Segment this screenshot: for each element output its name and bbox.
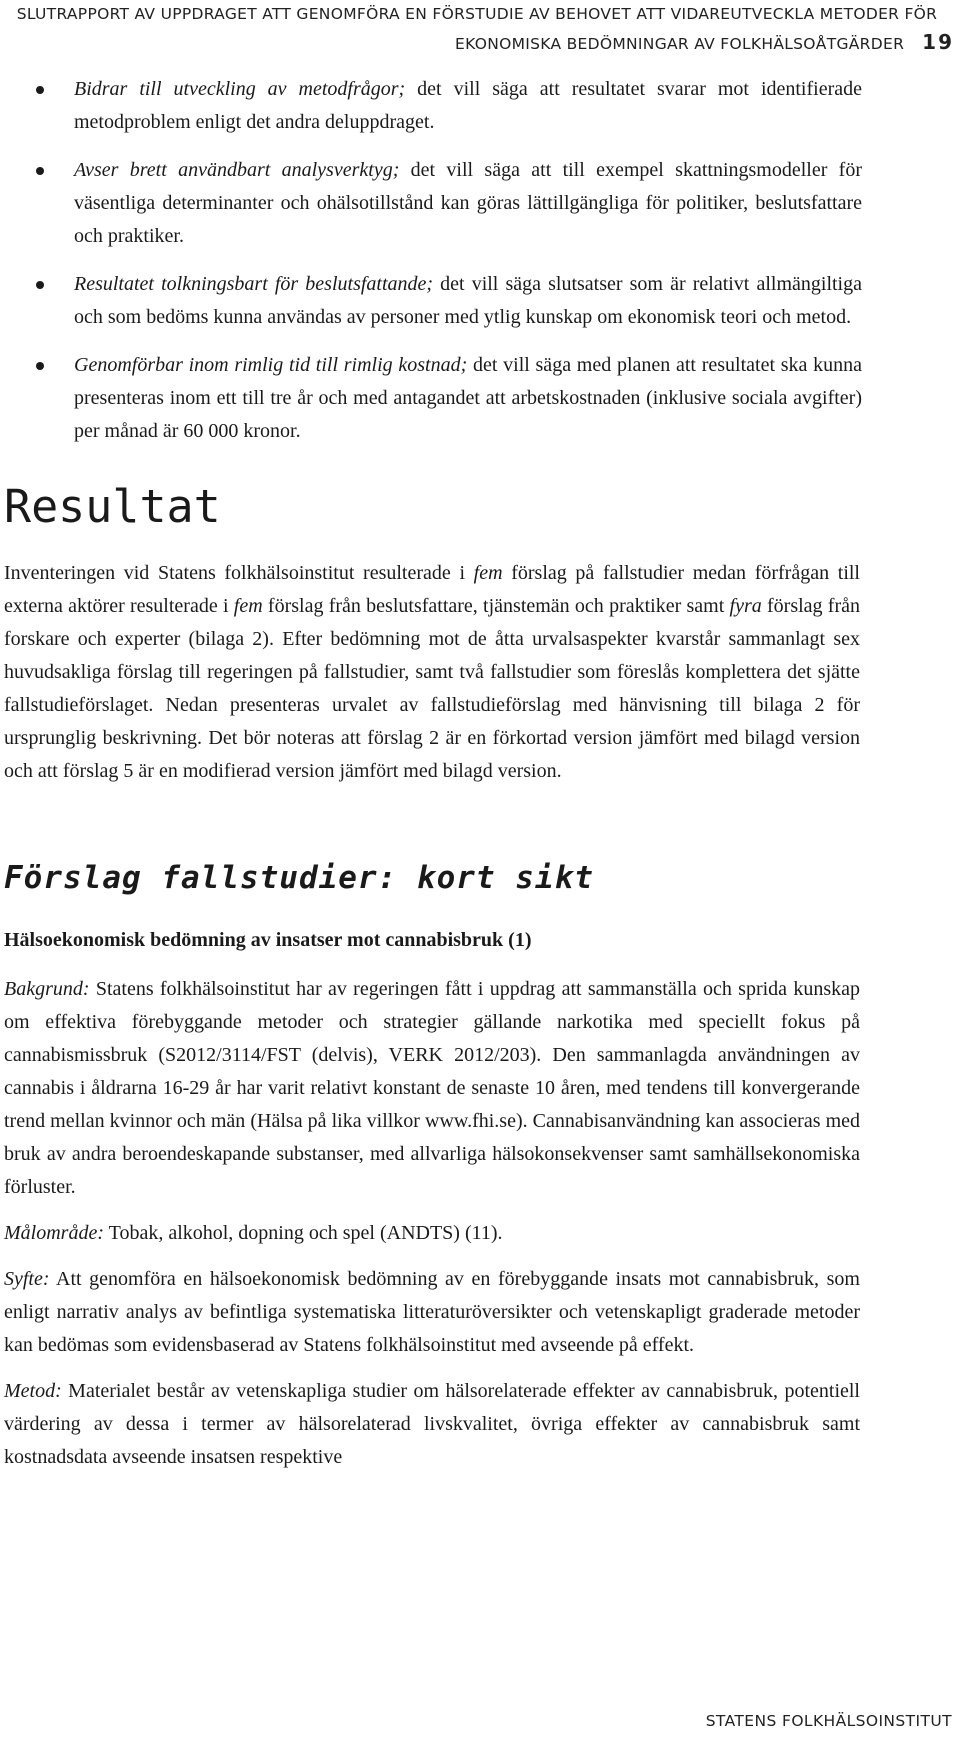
list-item <box>74 73 862 139</box>
criterion-text: det vill säga med planen att resultatet ska kunna presenteras inom ett till tre år och med antagandet att arbetskostnaden (inklusive sociala avgifter) per månad är 60 000 kronor. <box>74 354 862 442</box>
metod-text: Materialet består av vetenskapliga studier om hälsorelaterade effekter av cannabisbruk, potentiell värdering av dessa i termer av hälsorelaterad livskvalitet, övriga effekter av cannabisbruk samt kostnadsdata avseende insatsen respektive <box>4 1380 860 1468</box>
list-item <box>74 349 862 448</box>
criteria-list <box>74 73 862 463</box>
text-run: förslag på fallstudier medan förfrågan till externa aktörer resulterade i <box>4 562 860 617</box>
report-title-line-2: EKONOMISKA BEDÖMNINGAR AV FOLKHÄLSOÅTGÄRDER <box>454 35 905 53</box>
criterion-lead: Genomförbar inom rimlig tid till rimlig kostnad; <box>74 354 468 376</box>
emphasis: fem <box>473 562 503 584</box>
section-heading-resultat: Resultat <box>4 480 221 533</box>
malomrade-paragraph <box>4 1217 860 1250</box>
bullet-icon <box>36 281 44 289</box>
section-heading-forslag: Förslag fallstudier: kort sikt <box>4 860 594 896</box>
criterion-lead: Avser brett användbart analysverktyg; <box>74 159 400 181</box>
bakgrund-paragraph <box>4 973 860 1204</box>
bullet-icon <box>36 86 44 94</box>
text-run: förslag från beslutsfattare, tjänstemän och praktiker samt <box>262 595 730 617</box>
case-study-body <box>4 973 860 1487</box>
bullet-icon <box>36 362 44 370</box>
criterion-text: det vill säga att resultatet svarar mot identifierade metodproblem enligt det andra deluppdraget. <box>74 78 862 133</box>
text-run: förslag från forskare och experter (bilaga 2). Efter bedömning mot de åtta urvalsaspekter kvarstår sammanlagt sex huvudsakliga förslag till regeringen på fallstudier, samt två fallstudier som föreslås komplettera det sjätte fallstudieförslaget. Nedan presenteras urvalet av fallstudieförslag med hänvisning till bilaga 2 för ursprunglig beskrivning. Det bör noteras att förslag 2 är en förkortad version jämfört med bilagd version och att förslag 5 är en modifierad version jämfört med bilagd version. <box>4 595 861 782</box>
page-footer: STATENS FOLKHÄLSOINSTITUT <box>705 1712 952 1730</box>
malomrade-label: Målområde: <box>4 1222 104 1244</box>
bakgrund-label: Bakgrund: <box>4 978 90 1000</box>
criterion-text: det vill säga att till exempel skattningsmodeller för väsentliga determinanter och ohälsotillstånd kan göras lättillgängliga för politiker, beslutsfattare och praktiker. <box>74 159 863 247</box>
criterion-text: det vill säga slutsatser som är relativt allmängiltiga och som bedöms kunna användas av personer med ytlig kunskap om ekonomisk teori och metod. <box>74 273 862 328</box>
emphasis: fem <box>233 595 263 617</box>
report-title-line-1: SLUTRAPPORT AV UPPDRAGET ATT GENOMFÖRA EN FÖRSTUDIE AV BEHOVET ATT VIDAREUTVECKLA METODER FÖR <box>16 5 938 23</box>
syfte-text: Att genomföra en hälsoekonomisk bedömning av en förebyggande insats mot cannabisbruk, som enligt narrativ analys av befintliga systematiska litteraturöversikter och vetenskapligt graderade metoder kan bedömas som evidensbaserad av Statens folkhälsoinstitut med avseende på effekt. <box>4 1268 860 1356</box>
metod-paragraph <box>4 1375 860 1474</box>
results-paragraph <box>4 557 860 788</box>
syfte-label: Syfte: <box>4 1268 50 1290</box>
metod-label: Metod: <box>4 1380 62 1402</box>
emphasis: fyra <box>729 595 762 617</box>
criterion-lead: Bidrar till utveckling av metodfrågor; <box>74 78 406 100</box>
text-run: Inventeringen vid Statens folkhälsoinstitut resulterade i <box>4 562 474 584</box>
bullet-icon <box>36 167 44 175</box>
criterion-lead: Resultatet tolkningsbart för beslutsfattande; <box>74 273 434 295</box>
syfte-paragraph <box>4 1263 860 1362</box>
case-study-heading: Hälsoekonomisk bedömning av insatser mot cannabisbruk (1) <box>4 929 532 951</box>
list-item <box>74 268 862 334</box>
malomrade-text: Tobak, alkohol, dopning och spel (ANDTS) (11). <box>103 1222 503 1244</box>
page-header <box>0 0 954 58</box>
list-item <box>74 154 862 253</box>
page-number: 19 <box>922 30 954 54</box>
bakgrund-text: Statens folkhälsoinstitut har av regeringen fått i uppdrag att sammanställa och sprida kunskap om effektiva förebyggande metoder och strategier gällande narkotika med speciellt fokus på cannabismissbruk (S2012/3114/FST (delvis), VERK 2012/203). Den sammanlagda användningen av cannabis i åldrarna 16-29 år har varit relativt konstant de senaste 10 åren, med tendens till konvergerande trend mellan kvinnor och män (Hälsa på lika villkor www.fhi.se). Cannabisanvändning kan associeras med bruk av andra beroendeskapande substanser, med allvarliga hälsokonsekvenser samt samhällsekonomiska förluster. <box>4 978 860 1198</box>
